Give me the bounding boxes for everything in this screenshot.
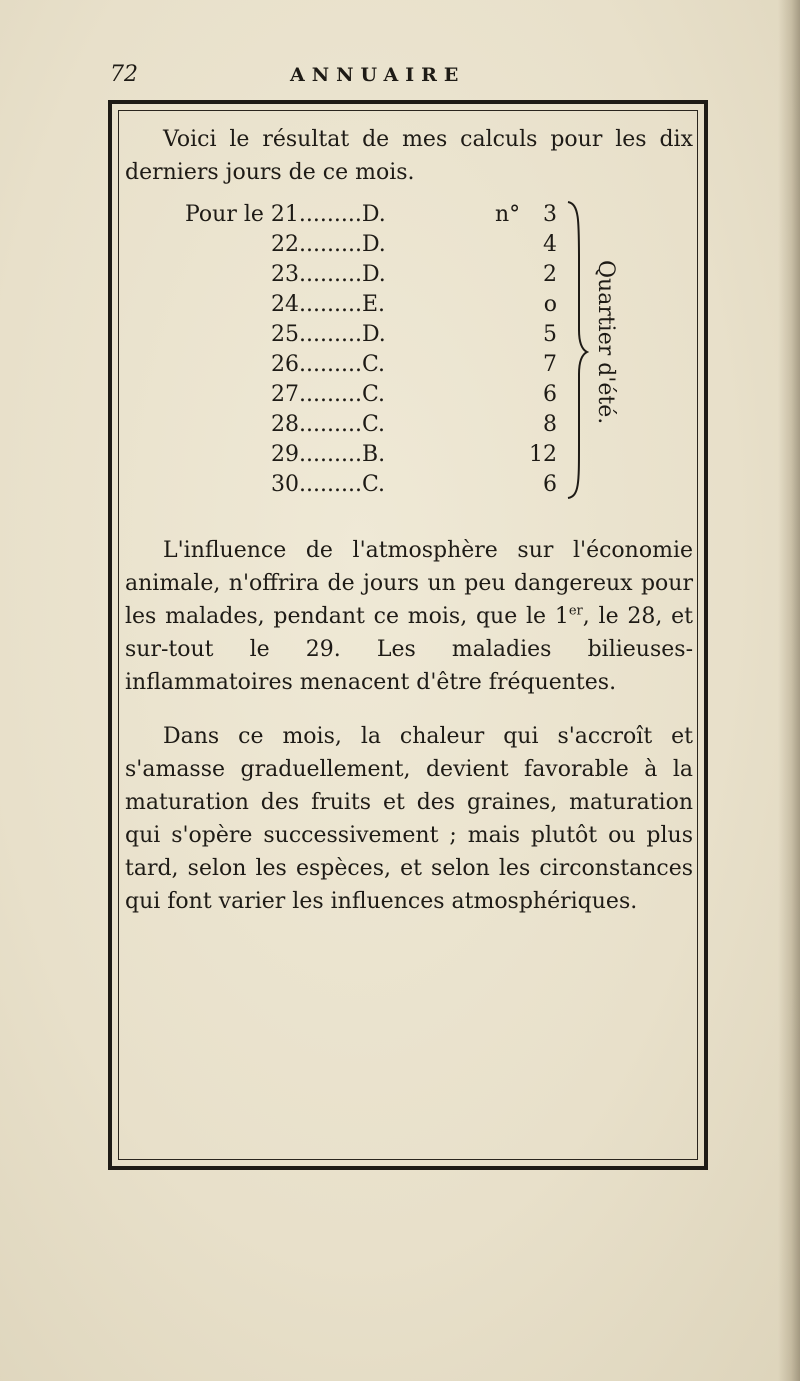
table-row-number: 3: [543, 202, 557, 227]
table-row-day: 22: [271, 232, 299, 257]
table-row-number: 2: [543, 262, 557, 287]
table-row-code: E.: [361, 292, 386, 317]
table-row-code: D.: [361, 262, 386, 287]
table-row-leader-dots: .........: [299, 262, 362, 287]
table-row-day: 28: [271, 412, 299, 437]
running-header: [110, 62, 710, 92]
table-row: [271, 350, 557, 380]
table-row-leader-dots: .........: [299, 352, 362, 377]
table-row: [271, 320, 557, 350]
table-row-leader-dots: .........: [299, 292, 362, 317]
grouping-brace: [565, 200, 589, 500]
table-row: [271, 260, 557, 290]
table-row: [271, 290, 557, 320]
table-row-number: o: [543, 292, 557, 317]
table-row-code: D.: [361, 202, 386, 227]
table-row-number: 7: [543, 352, 557, 377]
table-row-number: 6: [543, 382, 557, 407]
table-row: [271, 410, 557, 440]
table-row-code: C.: [361, 352, 385, 377]
table-row-prefix: Pour le: [185, 202, 271, 227]
chaleur-paragraph: [125, 720, 693, 918]
table-row: [271, 230, 557, 260]
table-row-day: 25: [271, 322, 299, 347]
running-title: ANNUAIRE: [290, 64, 466, 86]
table-row-day: 30: [271, 472, 299, 497]
table-row-number: 4: [543, 232, 557, 257]
influence-text-part1: L'influence de l'atmosphère sur l'économie animale, n'offrira de jours un peu dangereux pour les malades, pendant ce mois, que le 1: [125, 538, 693, 629]
table-row-day: 29: [271, 442, 299, 467]
book-spine-shadow: [778, 0, 800, 1381]
table-row-number: 12: [529, 442, 557, 467]
table-row-code: C.: [361, 382, 385, 407]
table-row-leader-dots: .........: [299, 382, 362, 407]
table-row: [185, 200, 557, 230]
table-row-leader-dots: .........: [298, 202, 362, 227]
table-row-number: 5: [543, 322, 557, 347]
table-row: [271, 380, 557, 410]
table-row-day: 23: [271, 262, 299, 287]
season-label: Quartier d'été.: [593, 260, 618, 425]
table-row-number: 6: [543, 472, 557, 497]
table-row-day: 21: [270, 202, 299, 227]
table-row-leader-dots: .........: [299, 442, 362, 467]
table-row-day: 27: [271, 382, 299, 407]
table-row-code: C.: [361, 472, 385, 497]
page-number: 72: [110, 62, 138, 87]
influence-superscript: er: [568, 603, 583, 619]
table-row-leader-dots: .........: [299, 472, 362, 497]
table-row-day: 24: [271, 292, 299, 317]
table-row: [271, 440, 557, 470]
influence-text-part2: , le 28, et sur-tout le 29. Les maladies bilieuses-inflammatoires menacent d'être fréquentes.: [125, 604, 693, 695]
table-row-code: D.: [361, 232, 386, 257]
table-row-code: B.: [361, 442, 386, 467]
table-row-leader-dots: .........: [299, 232, 362, 257]
table-row-code: D.: [361, 322, 386, 347]
table-row-leader-dots: .........: [299, 412, 362, 437]
table-row: [271, 470, 557, 500]
influence-paragraph: [125, 534, 693, 699]
chaleur-text: Dans ce mois, la chaleur qui s'accroît et s'amasse graduellement, devient favorable à la maturation des fruits et des graines, maturation qui s'opère successivement ; mais plutôt ou plus tard, selon les espèces, et selon les circonstances qui font varier les influences atmosphériques.: [125, 724, 693, 914]
table-row-day: 26: [271, 352, 299, 377]
table-row-leader-dots: .........: [299, 322, 362, 347]
calculation-table: [185, 200, 705, 520]
table-row-code: C.: [361, 412, 385, 437]
intro-text: Voici le résultat de mes calculs pour les dix derniers jours de ce mois.: [125, 127, 693, 185]
intro-paragraph: [125, 123, 693, 189]
table-row-number: 8: [543, 412, 557, 437]
table-num-prefix: n°: [495, 202, 521, 227]
